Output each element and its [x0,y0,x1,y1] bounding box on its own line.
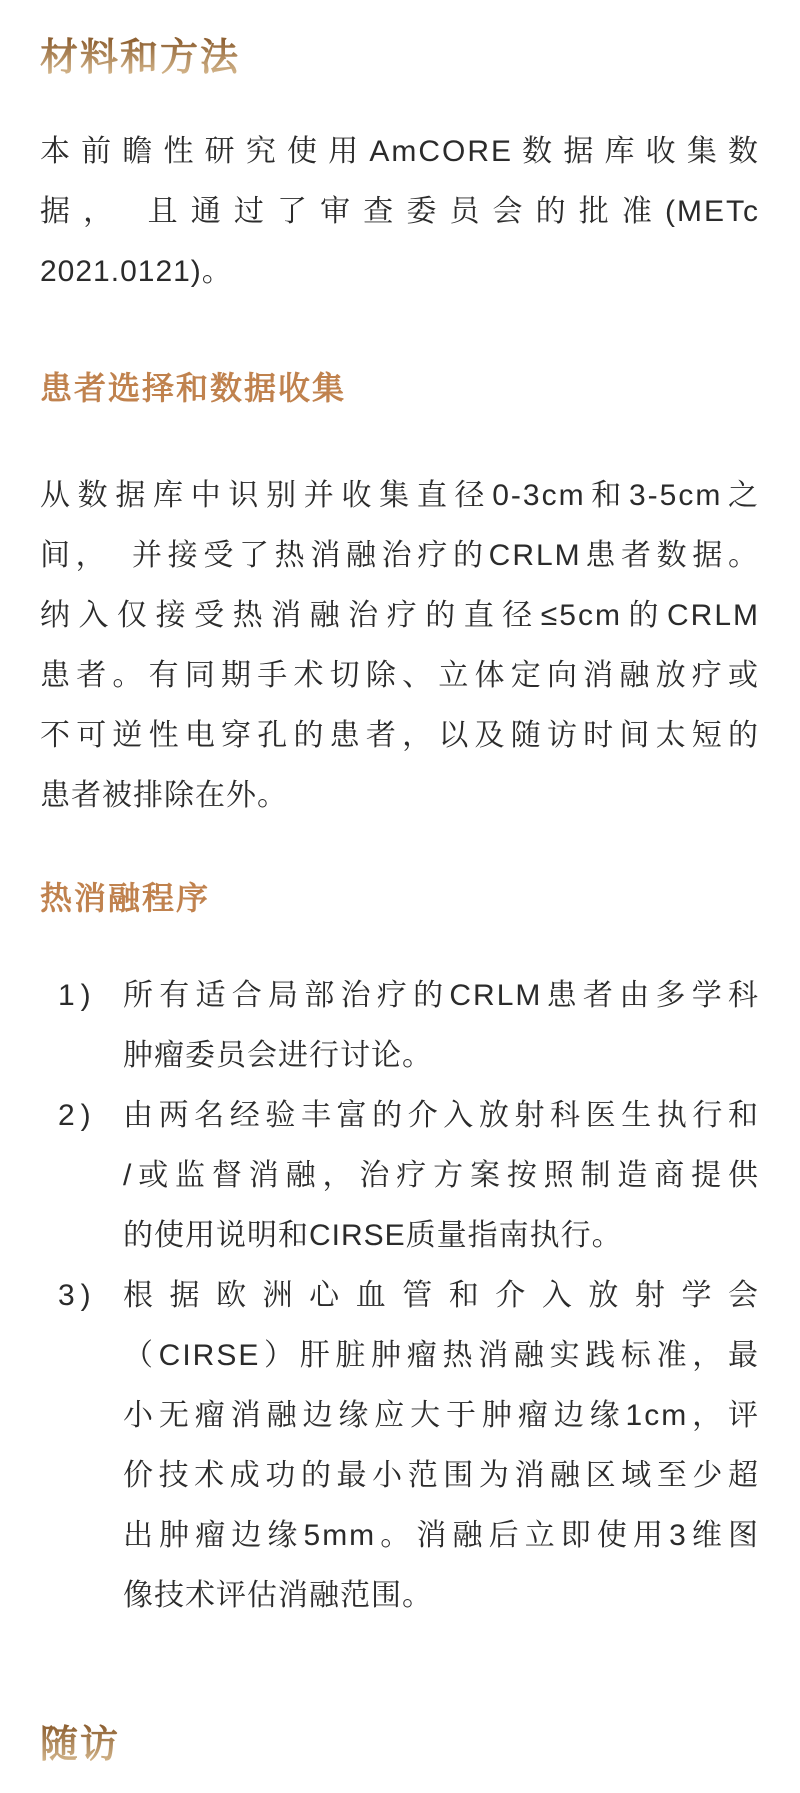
list-item-number: 2) [58,1099,97,1132]
paragraph-patient-selection [40,466,760,826]
section-title-methods: 材料和方法 [40,34,760,82]
text-line: 像技术评估消融范围。 [123,1579,433,1612]
text-line: /或监督消融，治疗方案按照制造商提供 [123,1159,760,1192]
text-line: 间， 并接受了热消融治疗的CRLM患者数据。 [40,539,760,572]
list-item-2 [40,1086,760,1266]
text-line: 出肿瘤边缘5mm。消融后立即使用3维图 [123,1519,760,1552]
text-line: 患者。有同期手术切除、立体定向消融放疗或 [40,659,760,692]
list-item-1 [40,966,760,1086]
text-line: 从数据库中识别并收集直径0-3cm和3-5cm之 [40,479,760,512]
section-title-ablation-procedure: 热消融程序 [40,880,211,916]
text-line: 肿瘤委员会进行讨论。 [123,1039,433,1072]
paragraph-study-intro [40,122,760,302]
list-item-body [123,1266,760,1626]
text-line: 2021.0121)。 [40,255,233,288]
text-line: 的使用说明和CIRSE质量指南执行。 [123,1219,623,1252]
list-item-3 [40,1266,760,1626]
text-line: 纳入仅接受热消融治疗的直径≤5cm的CRLM [40,599,760,632]
text-line: 据， 且通过了审查委员会的批准(METc [40,195,760,228]
text-line: 患者被排除在外。 [40,779,288,812]
text-line: 根据欧洲心血管和介入放射学会 [123,1279,760,1312]
list-item-body [123,1086,760,1266]
text-line: 所有适合局部治疗的CRLM患者由多学科 [123,979,760,1012]
section-title-patient-selection: 患者选择和数据收集 [40,370,347,406]
text-line: 价技术成功的最小范围为消融区域至少超 [123,1459,760,1492]
list-item-number: 1) [58,979,97,1012]
section-title-follow-up: 随访 [40,1720,760,1770]
text-line: 本前瞻性研究使用AmCORE数据库收集数 [40,135,760,168]
list-item-body [123,966,760,1086]
procedure-list [40,966,760,1626]
text-line: 不可逆性电穿孔的患者，以及随访时间太短的 [40,719,760,752]
text-line: 小无瘤消融边缘应大于肿瘤边缘1cm，评 [123,1399,760,1432]
text-line: （CIRSE）肝脏肿瘤热消融实践标准，最 [123,1339,760,1372]
list-item-number: 3) [58,1279,97,1312]
text-line: 由两名经验丰富的介入放射科医生执行和 [123,1099,760,1132]
